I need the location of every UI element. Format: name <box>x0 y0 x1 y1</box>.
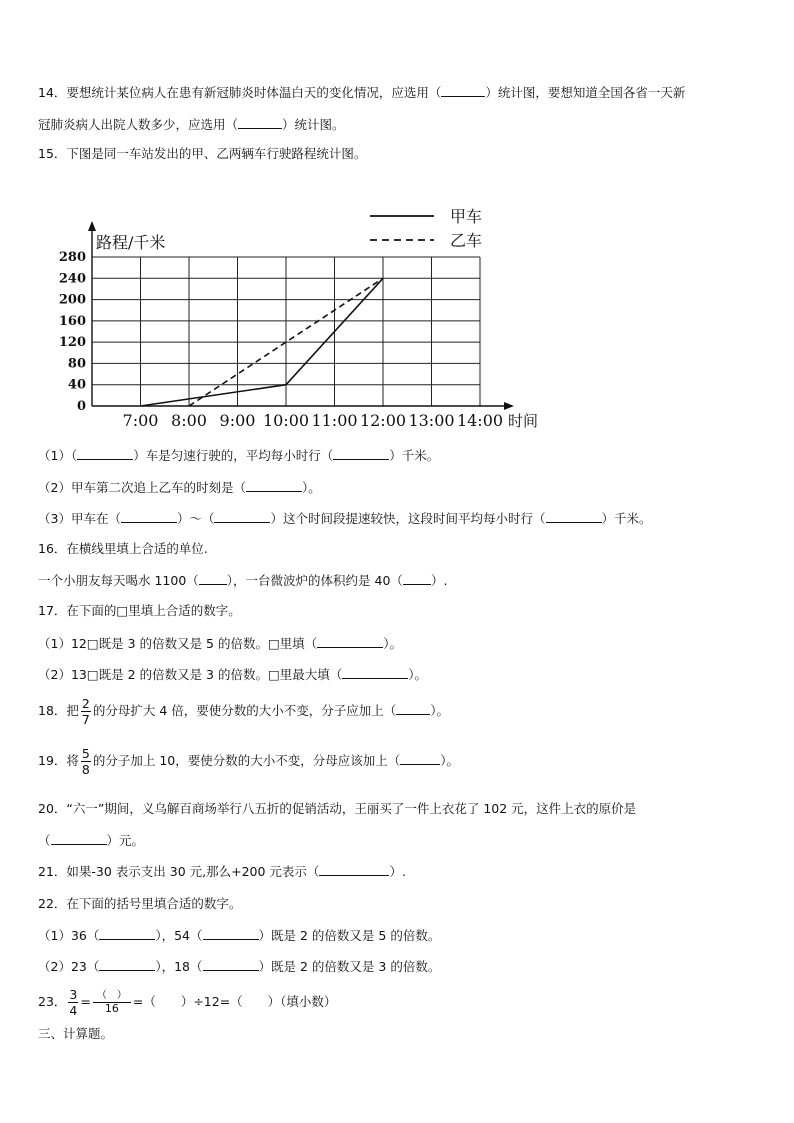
q15-sub2-blank[interactable] <box>246 479 302 492</box>
x-tick-14:00: 14:00 <box>456 411 504 430</box>
q15-sub1: （1）（ ）车是匀速行驶的，平均每小时行（ ）千米。 <box>38 448 440 463</box>
q16-line: 一个小朋友每天喝水 1100（ ），一台微波炉的体积约是 40（ ）. <box>38 573 448 588</box>
q19-line: 19．将 $\frac{5}{8}$ 的分子加上 10，要使分数的大小不变，分母应该加上（ ）。 <box>38 746 460 777</box>
q16-blank1[interactable] <box>199 572 227 585</box>
q15-sub2: （2）甲车第二次追上乙车的时刻是（ ）。 <box>38 480 321 495</box>
y-tick-80: 80 <box>67 356 86 372</box>
section-3-heading: 三、计算题。 <box>38 1026 114 1041</box>
q15-title: 15．下图是同一车站发出的甲、乙两辆车行驶路程统计图。 <box>38 146 367 161</box>
x-axis-arrow <box>504 402 514 410</box>
q14-line1: 14．要想统计某位病人在患有新冠肺炎时体温白天的变化情况，应选用（ ）统计图，要想知道全国各省一天新 <box>38 85 686 100</box>
x-tick-10:00: 10:00 <box>262 411 310 430</box>
y-axis-arrow <box>88 221 96 231</box>
q17-sub2-blank[interactable] <box>342 666 408 679</box>
q23-fraction1: $\frac{3}{4}$ <box>69 987 78 1018</box>
q15-sub3-blank2[interactable] <box>214 510 270 523</box>
q18-line: 18．把 $\frac{2}{7}$ 的分母扩大 4 倍，要使分数的大小不变，分子应加上（ ）。 <box>38 696 450 727</box>
q15-sub1-blank2[interactable] <box>333 447 389 460</box>
q16-title: 16．在横线里填上合适的单位. <box>38 541 208 556</box>
q15-sub1-blank1[interactable] <box>77 447 133 460</box>
q21-line: 21．如果-30 表示支出 30 元,那么+200 元表示（ ）. <box>38 864 406 879</box>
q16-blank2[interactable] <box>403 572 431 585</box>
q22-sub1: （1）36（ ），54（ ）既是 2 的倍数又是 5 的倍数。 <box>38 928 441 943</box>
q17-sub1: （1）12□既是 3 的倍数又是 5 的倍数。□里填（ ）。 <box>38 636 403 651</box>
q17-sub1-blank[interactable] <box>317 635 383 648</box>
q22-sub2-blank1[interactable] <box>99 958 155 971</box>
y-tick-160: 160 <box>58 313 86 329</box>
legend-label-yi: 乙车 <box>450 231 483 250</box>
q21-blank[interactable] <box>319 863 389 876</box>
q19-blank[interactable] <box>400 752 440 765</box>
q20-line1: 20．“六一”期间，义乌解百商场举行八五折的促销活动，王丽买了一件上衣花了 102 元，这件上衣的原价是 <box>38 801 637 816</box>
x-tick-12:00: 12:00 <box>359 411 407 430</box>
y-tick-280: 280 <box>58 250 86 265</box>
y-tick-200: 200 <box>58 292 86 308</box>
q20-line2: （ ）元。 <box>38 833 145 848</box>
q14-blank2[interactable] <box>238 116 282 129</box>
legend-label-jia: 甲车 <box>450 207 483 226</box>
q15-sub3-blank3[interactable] <box>546 510 602 523</box>
q17-sub2: （2）13□既是 2 的倍数又是 3 的倍数。□里最大填（ ）。 <box>38 667 428 682</box>
y-tick-120: 120 <box>58 335 86 351</box>
q22-sub2-blank2[interactable] <box>203 958 259 971</box>
x-tick-8:00: 8:00 <box>171 411 207 430</box>
x-tick-7:00: 7:00 <box>122 411 159 430</box>
q22-sub1-blank1[interactable] <box>99 927 155 940</box>
q14-line2: 冠肺炎病人出院人数多少，应选用（ ）统计图。 <box>38 117 345 132</box>
q20-blank[interactable] <box>51 832 107 845</box>
y-tick-240: 240 <box>58 271 86 287</box>
q22-sub1-blank2[interactable] <box>203 927 259 940</box>
q14-blank1[interactable] <box>441 84 485 97</box>
chart-legend <box>370 207 482 250</box>
y-tick-40: 40 <box>67 377 86 393</box>
q22-title: 22．在下面的括号里填合适的数字。 <box>38 896 242 911</box>
x-tick-13:00: 13:00 <box>408 411 455 430</box>
q22-sub2: （2）23（ ），18（ ）既是 2 的倍数又是 3 的倍数。 <box>38 959 441 974</box>
q15-sub3-blank1[interactable] <box>121 510 177 523</box>
q23-fraction2[interactable]: $\frac{( )}{16}$ <box>93 990 131 1015</box>
x-tick-11:00: 11:00 <box>311 411 358 430</box>
q23-line: 23． $\frac{3}{4}$ = $\frac{( )}{16}$ =（ ）÷12=（ ）（填小数） <box>38 987 337 1018</box>
x-tick-9:00: 9:00 <box>219 411 256 430</box>
chart-ticks <box>59 233 538 430</box>
distance-time-chart <box>40 205 560 435</box>
q19-fraction: $\frac{5}{8}$ <box>81 746 90 777</box>
x-axis-label: 时间 <box>508 412 539 430</box>
y-axis-label: 路程/千米 <box>96 233 166 252</box>
q17-title: 17．在下面的□里填上合适的数字。 <box>38 603 241 618</box>
q18-fraction: $\frac{2}{7}$ <box>81 696 90 727</box>
y-tick-0: 0 <box>76 399 86 414</box>
q15-sub3: （3）甲车在（ ）～（ ）这个时间段提速较快，这段时间平均每小时行（ ）千米。 <box>38 511 652 526</box>
q18-blank[interactable] <box>396 702 430 715</box>
